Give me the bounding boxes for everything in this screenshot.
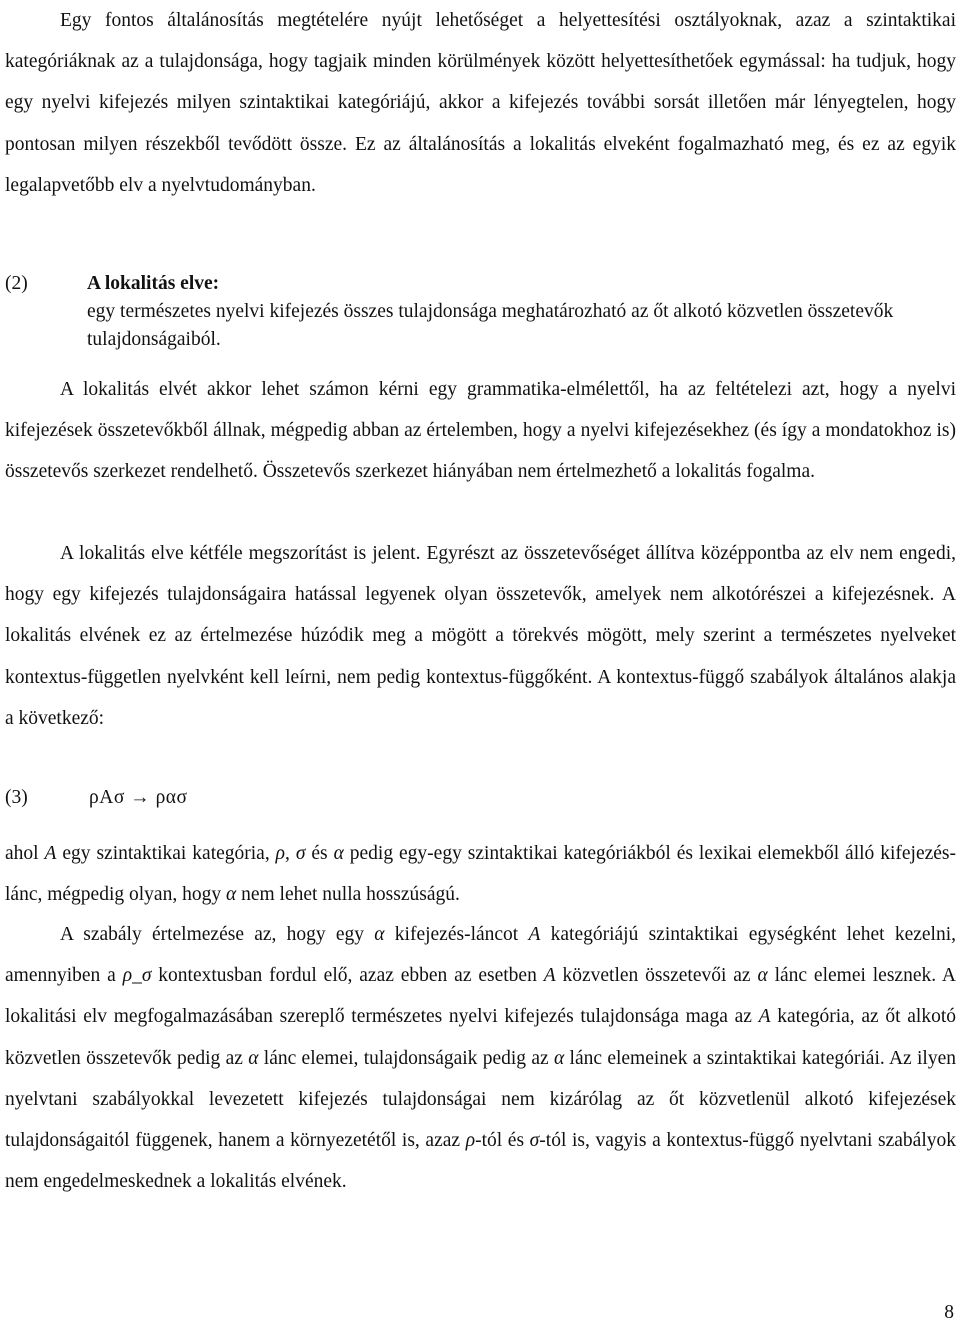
example-number: (3)	[5, 787, 28, 808]
rule-formula: ρAσ → ρασ	[89, 787, 188, 808]
symbol-A: A	[528, 924, 541, 945]
text-run: egy szintaktikai kategória,	[56, 843, 276, 864]
paragraph-rule-interpretation	[5, 914, 956, 1202]
text-run: A szabály értelmezése az, hogy egy	[60, 924, 375, 945]
symbol-alpha: α	[225, 884, 237, 906]
example-number: (2)	[5, 273, 28, 294]
symbol-sigma: σ	[295, 843, 306, 864]
symbol-alpha: α	[757, 965, 768, 987]
symbol-A: A	[44, 843, 57, 864]
symbol-alpha: α	[248, 1047, 259, 1069]
example-body	[87, 270, 956, 354]
symbol-A: A	[543, 965, 556, 987]
text-run: -tól és	[475, 1130, 530, 1152]
text-run: kifejezés-láncot	[384, 924, 529, 945]
text-run: közvetlen összetevői az	[555, 965, 758, 987]
symbol-alpha: α	[374, 924, 385, 945]
symbol-alpha: α	[553, 1047, 565, 1069]
text-run: pedig egy-egy szintaktikai kategóriákból és lexikai elemekből álló kifejezés-lánc, mégpedig olyan, hogy	[5, 843, 957, 906]
principle-text: egy természetes nyelvi kifejezés összes tulajdonsága meghatározható az őt alkotó közvetlen összetevők tulajdonságaiból.	[87, 301, 894, 350]
text-run: és	[305, 843, 334, 864]
text-run: ahol	[5, 843, 45, 864]
paragraph-locality-requirement: A lokalitás elvét akkor lehet számon kérni egy grammatika-elmélettől, ha az feltételezi azt, hogy a nyelvi kifejezések összetevőkből állnak, mégpedig abban az értelemben, hogy a nyelvi kifejezésekhez (és így a mondatokhoz is) összetevős szerkezet rendelhető. Összetevős szerkezet hiányában nem értelmezhető a lokalitás fogalma.	[5, 379, 956, 483]
symbol-alpha: α	[333, 843, 344, 864]
text-run: lánc elemeinek a szintaktikai kategóriái. Az ilyen nyelvtani szabályokkal levezetett kifejezés tulajdonságai nem kizárólag az őt közvetlenül alkotó kifejezések tulajdonságaitól függenek, hanem a környezetétől is, azaz	[5, 1047, 957, 1152]
text-run: ,	[285, 843, 296, 864]
symbol-rho: ρ	[465, 1130, 476, 1152]
text-run: nem lehet nulla hosszúságú.	[236, 884, 460, 906]
text-run: kontextusban fordul elő, azaz ebben az esetben	[151, 965, 544, 987]
paragraph-rule-explanation	[5, 833, 956, 915]
paragraph-two-constraints: A lokalitás elve kétféle megszorítást is jelent. Egyrészt az összetevőséget állítva középpontba az elv nem engedi, hogy egy kifejezés tulajdonságaira hatással legyenek olyan összetevők, amelyek nem alkotórészei a kifejezésnek. A lokalitás elvének ez az értelmezése húzódik meg a mögött a törekvés mögött, mely szerint a természetes nyelveket kontextus-független nyelvként kell leírni, nem pedig kontextus-függőként. A kontextus-függő szabályok általános alakja a következő:	[5, 543, 956, 729]
symbol-rho: ρ	[275, 843, 286, 864]
text-run: lánc elemei, tulajdonságaik pedig az	[258, 1047, 554, 1069]
symbol-sigma: σ	[529, 1130, 540, 1152]
text-run: kategóriájú szintaktikai egységként lehet kezelni, amennyiben a	[5, 924, 956, 987]
example-2-locality-principle	[5, 270, 956, 354]
symbol-context: ρ_σ	[122, 965, 152, 987]
symbol-A: A	[758, 1006, 771, 1028]
text-run: lánc elemei lesznek. A lokalitási elv megfogalmazásában szereplő természetes nyelvi kifejezés tulajdonsága maga az	[5, 965, 956, 1028]
text-run: kategória, az őt alkotó közvetlen összetevők pedig az	[5, 1006, 956, 1069]
paragraph-generalization: Egy fontos általánosítás megtételére nyújt lehetőséget a helyettesítési osztályoknak, azaz a szintaktikai kategóriáknak az a tulajdonsága, hogy tagjaik minden körülmények között helyettesíthetőek egymással: ha tudjuk, hogy egy nyelvi kifejezés milyen szintaktikai kategóriájú, akkor a kifejezés további sorsát illetően már lényegtelen, hogy pontosan milyen részekből tevődött össze. Ez az általánosítás a lokalitás elveként fogalmazható meg, és ez az egyik legalapvetőbb elv a nyelvtudományban.	[5, 10, 956, 196]
text-run: -tól is, vagyis a kontextus-függő nyelvtani szabályok nem engedelmeskednek a lokalitás elvének.	[5, 1130, 956, 1193]
principle-heading: A lokalitás elve:	[87, 273, 220, 294]
page-number: 8	[944, 1302, 954, 1323]
